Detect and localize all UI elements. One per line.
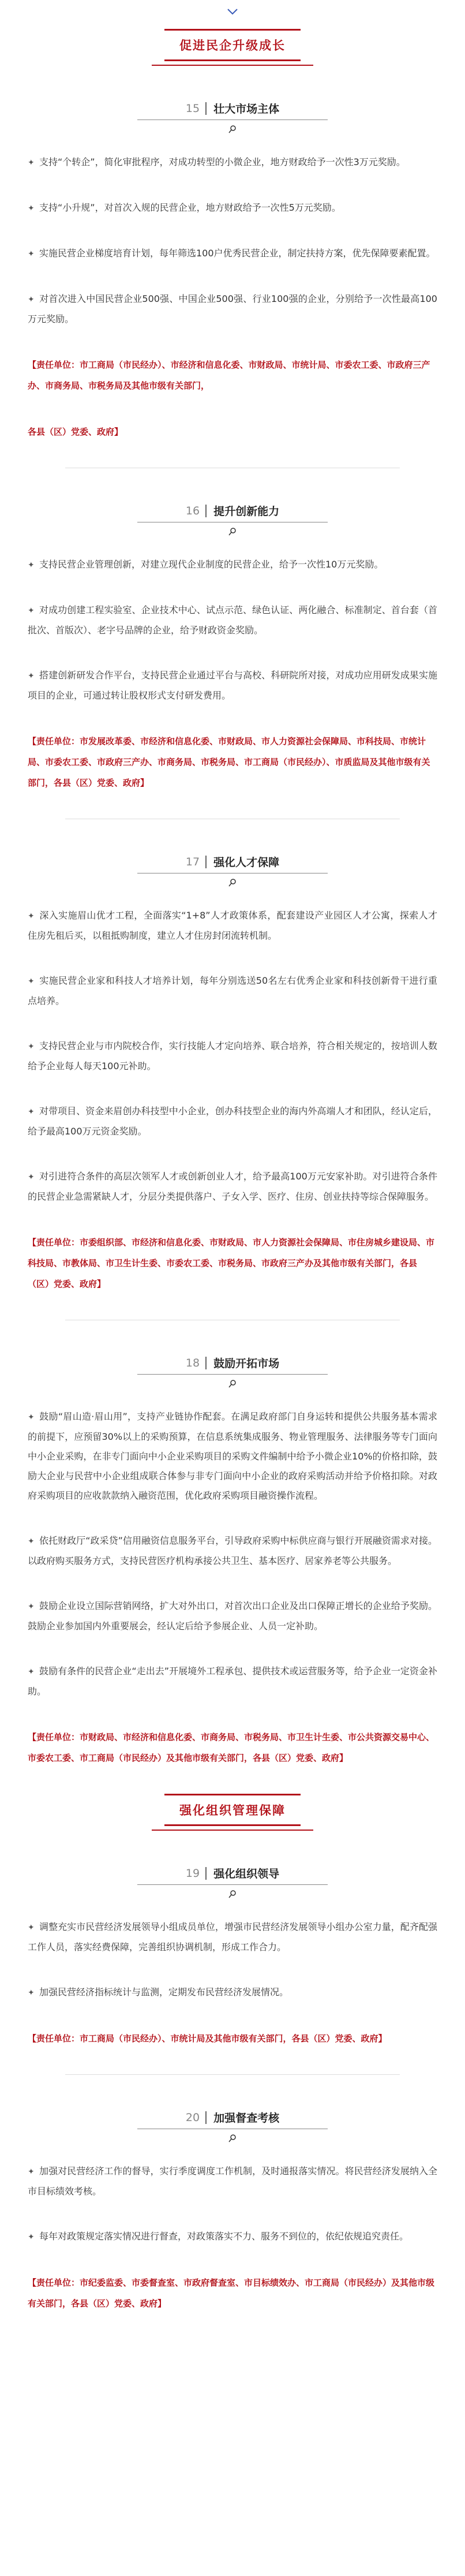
responsibility-note: 各县（区）党委、政府】	[28, 427, 123, 437]
paragraph: ✦ 加强民营经济指标统计与监测，定期发布民营经济发展情况。	[28, 1983, 437, 2003]
pin-icon: ✦	[28, 977, 35, 986]
paragraph: ✦ 支持“个转企”，简化审批程序，对成功转型的小微企业，地方财政给予一次性3万元奖励。	[28, 152, 437, 173]
paragraph: ✦ 支持“小升规”，对首次入规的民营企业，地方财政给予一次性5万元奖励。	[28, 198, 437, 218]
paragraph: ✦ 依托财政厅“政采贷”信用融资信息服务平台，引导政府采购中标供应商与银行开展融资需求对接。以政府购买服务方式，支持民营医疗机构承接公共卫生、基本医疗、居家养老等公共服务。	[28, 1531, 437, 1571]
pin-icon: ✦	[28, 1107, 35, 1117]
section-number: 18	[185, 1356, 200, 1369]
section-number: 15	[185, 102, 200, 115]
section-title: 强化人才保障	[213, 856, 280, 869]
section-head-18	[0, 1355, 465, 1371]
responsibility-note: 【责任单位：市委组织部、市经济和信息化委、市财政局、市人力资源社会保障局、市住房城乡建设局、市科技局、市教体局、市卫生计生委、市委农工委、市税务局、市政府三产办及其他市级有关部门，各县（区）党委、政府】	[28, 1237, 435, 1289]
pin-icon: ✦	[28, 204, 35, 213]
paragraph: ✦ 调整充实市民营经济发展领导小组成员单位，增强市民营经济发展领导小组办公室力量，配齐配强工作人员，落实经费保障，完善组织协调机制，形成工作合力。	[28, 1917, 437, 1957]
magnifier-icon	[0, 125, 465, 136]
section-title: 鼓励开拓市场	[213, 1357, 280, 1370]
paragraph: ✦ 鼓励有条件的民营企业“走出去”开展境外工程承包、提供技术或运营服务等，给予企业一定资金补助。	[28, 1662, 437, 1701]
banner-title: 强化组织管理保障	[164, 1794, 301, 1826]
section-head-16	[0, 503, 465, 518]
paragraph: ✦ 每年对政策规定落实情况进行督查，对政策落实不力、服务不到位的，依纪依规追究责任。	[28, 2227, 437, 2247]
pin-icon: ✦	[28, 1923, 35, 1932]
pin-icon: ✦	[28, 671, 35, 681]
responsibility-note: 【责任单位：市工商局（市民经办）、市经济和信息化委、市财政局、市统计局、市委农工委、市政府三产办、市商务局、市税务局及其他市级有关部门，	[28, 360, 430, 391]
section-underline	[137, 1374, 328, 1375]
paragraph: ✦ 鼓励企业设立国际营销网络，扩大对外出口，对首次出口企业及出口保障正增长的企业给予奖励。鼓励企业参加国内外重要展会，经认定后给予参展企业、人员一定补助。	[28, 1596, 437, 1636]
section-number: 19	[185, 1866, 200, 1880]
paragraph: ✦ 深入实施眉山优才工程，全面落实“1+8”人才政策体系，配套建设产业园区人才公寓，探索人才住房先租后买，以租抵购制度，建立人才住房封闭流转机制。	[28, 906, 437, 946]
pin-icon: ✦	[28, 2232, 35, 2242]
paragraph: ✦ 对成功创建工程实验室、企业技术中心、试点示范、绿色认证、两化融合、标准制定、首台套（首批次、首版次）、老字号品牌的企业，给予财政资金奖励。	[28, 600, 437, 640]
paragraph: ✦ 实施民营企业梯度培育计划，每年筛选100户优秀民营企业，制定扶持方案，优先保障要素配置。	[28, 244, 437, 264]
section-separator	[205, 2111, 207, 2124]
paragraph: ✦ 支持民营企业与市内院校合作，实行技能人才定向培养、联合培养，符合相关规定的，按培训人数给予企业每人每天100元补助。	[28, 1036, 437, 1076]
paragraph: ✦ 加强对民营经济工作的督导，实行季度调度工作机制，及时通报落实情况。将民营经济发展纳入全市目标绩效考核。	[28, 2161, 437, 2201]
pin-icon: ✦	[28, 1988, 35, 1998]
magnifier-icon	[0, 1379, 465, 1391]
responsibility-note: 【责任单位：市工商局（市民经办）、市统计局及其他市级有关部门，各县（区）党委、政府】	[28, 2033, 387, 2044]
banner-promote	[0, 29, 465, 66]
magnifier-icon	[0, 1890, 465, 1901]
section-head-17	[0, 854, 465, 869]
section-separator	[205, 505, 207, 517]
paragraph: ✦ 支持民营企业管理创新，对建立现代企业制度的民营企业，给予一次性10万元奖励。	[28, 555, 437, 575]
section-number: 20	[185, 2111, 200, 2124]
section-title: 壮大市场主体	[213, 103, 280, 115]
pin-icon: ✦	[28, 912, 35, 921]
pin-icon: ✦	[28, 1537, 35, 1546]
responsibility-note: 【责任单位：市发展改革委、市经济和信息化委、市财政局、市人力资源社会保障局、市科技局、市统计局、市委农工委、市政府三产办、市商务局、市税务局、市工商局（市民经办）、市质监局及其他市级有关部门，各县（区）党委、政府】	[28, 736, 430, 788]
section-underline	[137, 1884, 328, 1885]
pin-icon: ✦	[28, 1667, 35, 1677]
paragraph: ✦ 对带项目、资金来眉创办科技型中小企业，创办科技型企业的海内外高端人才和团队，经认定后，给予最高100万元资金奖励。	[28, 1102, 437, 1141]
responsibility-note: 【责任单位：市纪委监委、市委督查室、市政府督查室、市目标绩效办、市工商局（市民经办）及其他市级有关部门，各县（区）党委、政府】	[28, 2278, 435, 2309]
banner-underline	[152, 1830, 313, 1831]
paragraph: ✦ 实施民营企业家和科技人才培养计划，每年分别选送50名左右优秀企业家和科技创新骨干进行重点培养。	[28, 971, 437, 1011]
section-separator	[205, 102, 207, 115]
section-separator	[205, 1867, 207, 1880]
magnifier-icon	[0, 878, 465, 890]
section-title: 加强督查考核	[213, 2112, 280, 2125]
magnifier-icon	[0, 2134, 465, 2145]
pin-icon: ✦	[28, 1173, 35, 1182]
banner-organization	[0, 1794, 465, 1831]
chevron-down-icon[interactable]	[0, 0, 465, 21]
section-number: 16	[185, 504, 200, 517]
pin-icon: ✦	[28, 249, 35, 259]
pin-icon: ✦	[28, 1413, 35, 1422]
banner-underline	[152, 65, 313, 66]
section-head-19	[0, 1865, 465, 1881]
pin-icon: ✦	[28, 2167, 35, 2176]
section-head-15	[0, 100, 465, 116]
banner-title: 促进民企升级成长	[164, 29, 301, 61]
responsibility-note: 【责任单位：市财政局、市经济和信息化委、市商务局、市税务局、市卫生计生委、市公共资源交易中心、市委农工委、市工商局（市民经办）及其他市级有关部门，各县（区）党委、政府】	[28, 1732, 435, 1763]
paragraph: ✦ 对首次进入中国民营企业500强、中国企业500强、行业100强的企业，分别给予一次性最高100万元奖励。	[28, 289, 437, 329]
section-number: 17	[185, 855, 200, 868]
section-separator	[205, 856, 207, 868]
pin-icon: ✦	[28, 1602, 35, 1611]
pin-icon: ✦	[28, 295, 35, 304]
section-title: 强化组织领导	[213, 1868, 280, 1880]
pin-icon: ✦	[28, 561, 35, 570]
pin-icon: ✦	[28, 158, 35, 167]
pin-icon: ✦	[28, 606, 35, 615]
section-head-20	[0, 2110, 465, 2125]
section-title: 提升创新能力	[213, 505, 280, 518]
section-separator	[205, 1357, 207, 1369]
divider	[65, 2074, 400, 2075]
paragraph: ✦ 搭建创新研发合作平台，支持民营企业通过平台与高校、科研院所对接，对成功应用研发成果实施项目的企业，可通过转让股权形式支付研发费用。	[28, 666, 437, 705]
pin-icon: ✦	[28, 1042, 35, 1051]
magnifier-icon	[0, 527, 465, 539]
paragraph: ✦ 鼓励“眉山造·眉山用”，支持产业链协作配套。在满足政府部门自身运转和提供公共服务基本需求的前提下，应预留30%以上的采购预算，在信息系统集成服务、物业管理服务、法律服务等专门面向中小企业采购，在非专门面向中小企业采购项目的采购文件编制中给予小微企业10%的价格扣除，鼓励大企业与民营中小企业组成联合体参与非专门面向中小企业的政府采购活动并给予价格扣除。对政府采购项目的应收款款纳入融资范围，优化政府采购项目融资操作流程。	[28, 1407, 437, 1506]
paragraph: ✦ 对引进符合条件的高层次领军人才或创新创业人才，给予最高100万元安家补助。对引进符合条件的民营企业急需紧缺人才，分层分类提供落户、子女入学、医疗、住房、创业扶持等综合保障服务。	[28, 1167, 437, 1207]
